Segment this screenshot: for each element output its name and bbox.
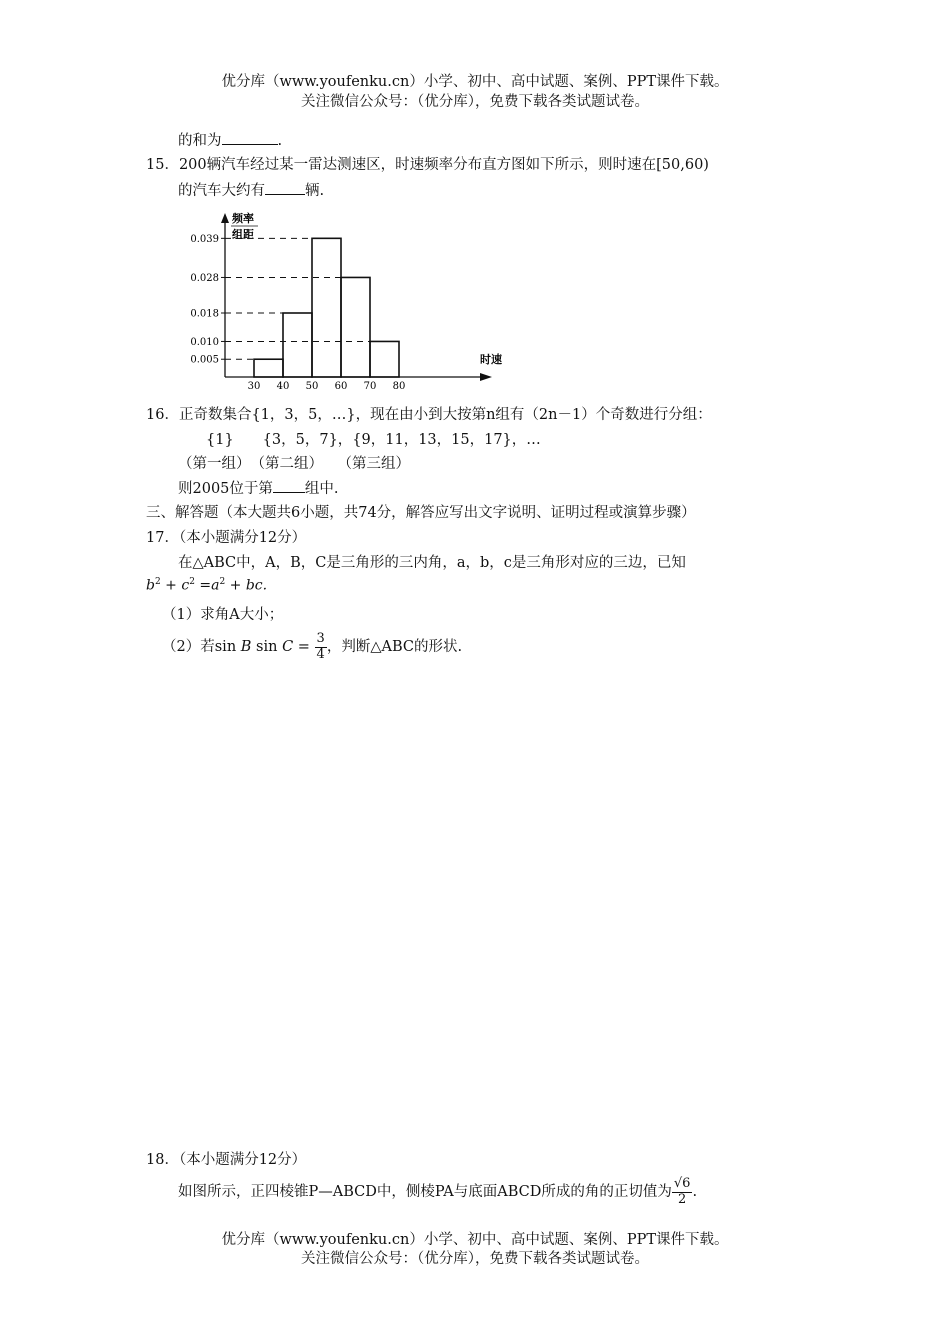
q16-prefix: 则2005位于第 (178, 481, 273, 497)
formula-plus-1: + (160, 577, 182, 594)
part2-denominator: 4 (316, 646, 325, 662)
part2-sin-2: sin (256, 639, 278, 655)
q14-answer-blank[interactable] (222, 130, 278, 145)
formula-b: b (146, 577, 155, 594)
q18-text: 如图所示，正四棱锥P—ABCD中，侧棱PA与底面ABCD所成的角的正切值为 (178, 1184, 672, 1200)
q15-suffix: 辆. (305, 183, 325, 199)
y-tick-label-3: 0.010 (190, 336, 219, 348)
q15-answer-blank[interactable] (265, 180, 305, 195)
q18-line-1 (178, 1172, 697, 1212)
y-tick-label-1: 0.028 (190, 272, 219, 284)
formula-a: a (211, 577, 220, 594)
ylabel-bottom: 组距 (232, 228, 254, 241)
q16-line-3: （第一组） （第二组） （第三组） (178, 456, 410, 472)
q17-part-2 (162, 627, 462, 667)
part2-eq: = (293, 639, 310, 655)
q15-prefix: 的汽车大约有 (178, 183, 265, 199)
q18-fraction (672, 1177, 693, 1207)
q17-formula (146, 577, 267, 594)
q15-line-1: 15．200辆汽车经过某一雷达测速区，时速频率分布直方图如下所示，则时速在[50,60) (146, 157, 709, 173)
x-tick-label-2: 50 (305, 381, 319, 390)
q16-answer-blank[interactable] (273, 478, 305, 493)
part2-fraction (315, 632, 327, 662)
formula-sq-1: 2 (154, 577, 161, 587)
q18-title: 18．（本小题满分12分） (146, 1152, 307, 1168)
header-line-2: 关注微信公众号：（优分库），免费下载各类试题试卷。 (301, 94, 649, 110)
part2-sin-1: sin (214, 639, 237, 655)
y-tick-label-4: 0.005 (190, 354, 219, 366)
frequency-histogram (180, 205, 520, 390)
q17-line-1: 在△ABC中，A，B，C是三角形的三内角，a，b，c是三角形对应的三边，已知 (178, 555, 686, 571)
q14-prefix: 的和为 (178, 133, 222, 149)
histogram-bar-0 (254, 359, 283, 377)
ylabel-top: 频率 (232, 212, 254, 225)
part2-numerator: 3 (316, 631, 325, 647)
q16-suffix: 组中. (304, 481, 339, 497)
x-tick-label-5: 80 (392, 381, 406, 390)
section-3-heading: 三、解答题（本大题共6小题，共74分，解答应写出文字说明、证明过程或演算步骤） (146, 505, 696, 521)
histogram-bar-2 (312, 238, 341, 377)
y-axis-arrow (221, 213, 229, 223)
x-tick-label-1: 40 (276, 381, 290, 390)
part2-prefix: （2）若 (162, 639, 215, 655)
q14-suffix: . (277, 133, 283, 149)
xlabel: 时速 (480, 353, 502, 366)
q15-line-2 (178, 179, 324, 200)
formula-c: c (181, 577, 190, 594)
footer-line-2: 关注微信公众号：（优分库），免费下载各类试题试卷。 (301, 1251, 649, 1267)
formula-sq-2: 2 (189, 577, 195, 587)
histogram-bar-3 (341, 277, 370, 377)
q18-denominator: 2 (678, 1191, 687, 1207)
y-tick-label-0: 0.039 (190, 233, 219, 245)
part2-B: B (240, 639, 252, 655)
histogram-bar-4 (370, 341, 399, 377)
footer-line-1: 优分库（www.youfenku.cn）小学、初中、高中试题、案例、PPT课件下载。 (221, 1232, 729, 1248)
q16-line-2: {1} {3，5，7}，{9，11，13，15，17}，… (206, 432, 541, 448)
q16-line-4 (178, 477, 339, 498)
q18-suffix: . (692, 1184, 698, 1200)
q17-part-1: （1）求角A大小； (162, 607, 284, 623)
x-tick-label-0: 30 (247, 381, 261, 390)
histogram-bar-1 (283, 313, 312, 377)
x-tick-label-4: 70 (363, 381, 377, 390)
q16-line-1: 16．正奇数集合{1，3，5，…}，现在由小到大按第n组有（2n－1）个奇数进行分组： (146, 407, 712, 423)
formula-sq-3: 2 (219, 577, 226, 587)
formula-bc: bc. (245, 577, 268, 594)
part2-C: C (282, 639, 294, 655)
q14-tail (178, 129, 282, 150)
formula-plus-2: + (225, 577, 246, 594)
formula-eq: = (194, 577, 212, 594)
header-line-1: 优分库（www.youfenku.cn）小学、初中、高中试题、案例、PPT课件下载。 (221, 74, 729, 90)
part2-suffix: ，判断△ABC的形状. (326, 639, 463, 655)
q18-numerator: √6 (673, 1176, 691, 1192)
q17-title: 17．（本小题满分12分） (146, 530, 307, 546)
x-axis-arrow (480, 373, 492, 381)
x-tick-label-3: 60 (334, 381, 348, 390)
y-tick-label-2: 0.018 (190, 308, 219, 320)
